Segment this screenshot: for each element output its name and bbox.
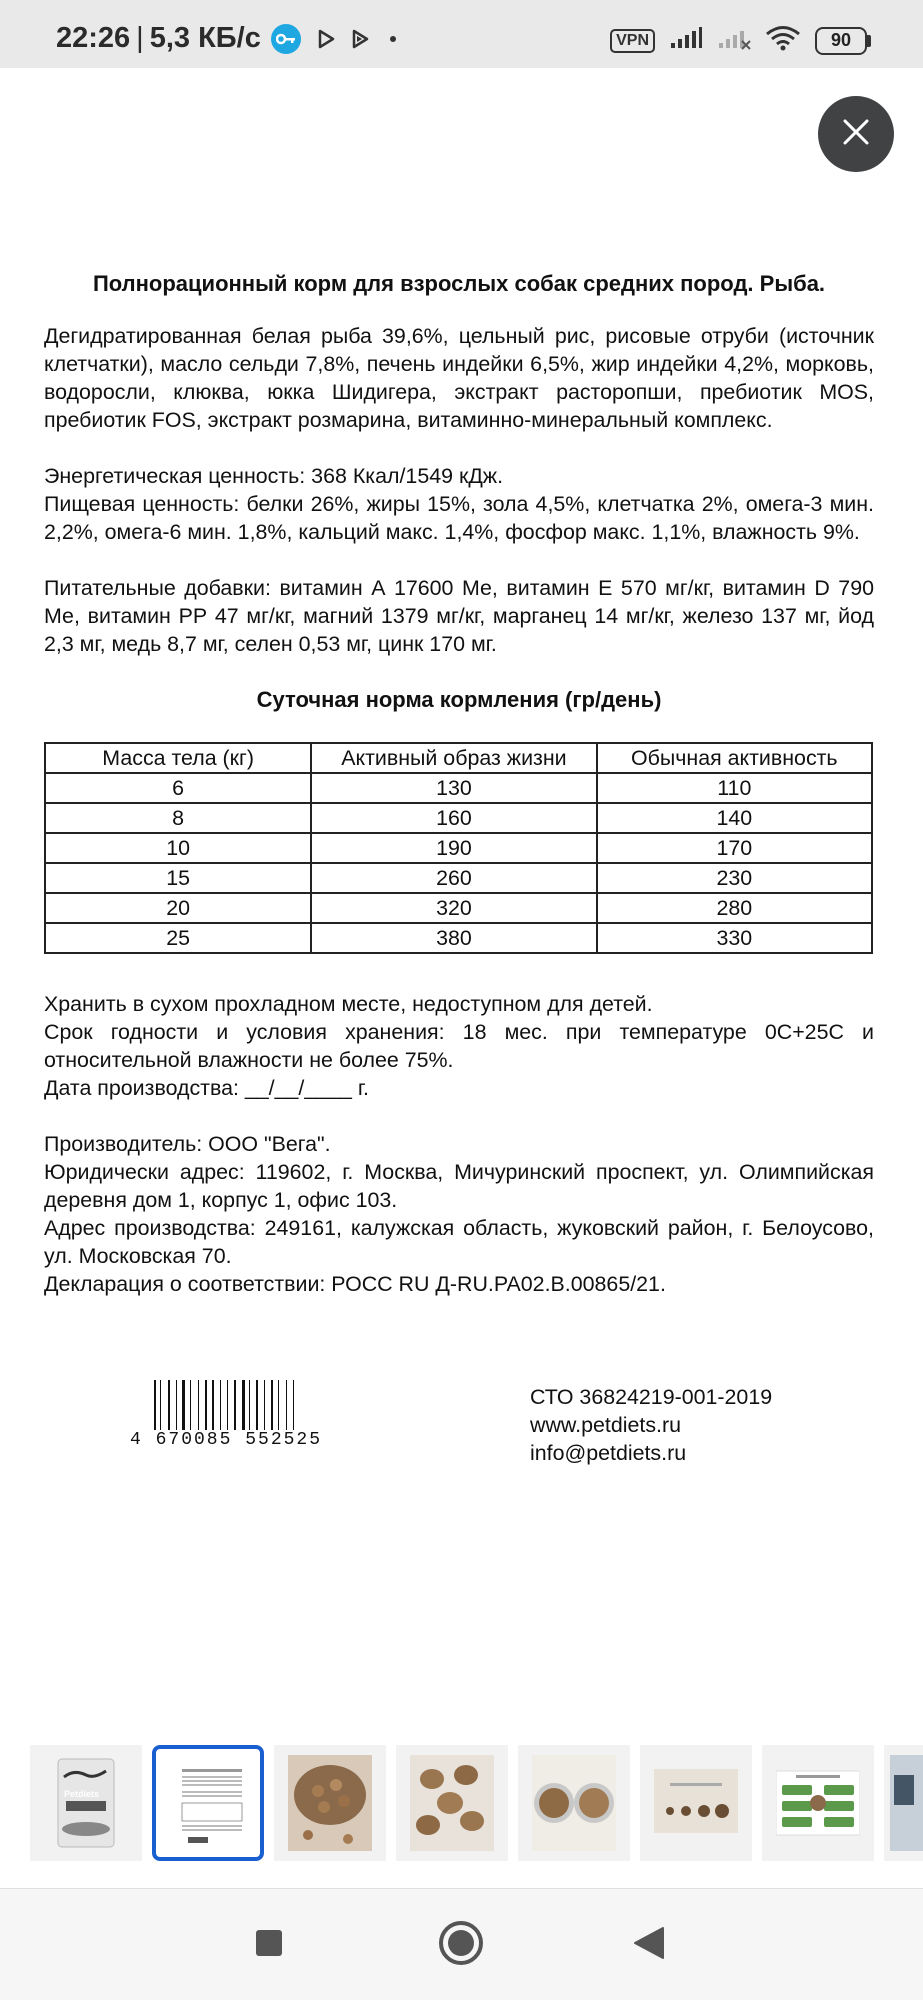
barcode-bar bbox=[264, 1380, 265, 1430]
cell-active: 260 bbox=[311, 863, 596, 893]
barcode-bar bbox=[286, 1380, 287, 1430]
barcode-bar bbox=[238, 1380, 239, 1430]
dot-icon bbox=[389, 35, 397, 43]
product-label-image bbox=[44, 270, 874, 1298]
barcode-bar bbox=[246, 1380, 247, 1430]
thumb-package[interactable] bbox=[30, 1745, 142, 1861]
barcode-bar bbox=[178, 1380, 180, 1430]
thumb-two-bowls[interactable] bbox=[518, 1745, 630, 1861]
barcode-number: 4 670085 552525 bbox=[130, 1430, 323, 1450]
production-address-text: Адрес производства: 249161, калужская область, жуковский район, г. Белоусово, ул. Московская 70. bbox=[44, 1216, 874, 1268]
header-normal: Обычная активность bbox=[597, 743, 872, 773]
barcode-bar bbox=[222, 1380, 225, 1430]
barcode-bar bbox=[210, 1380, 211, 1430]
kibble-closeup-icon bbox=[410, 1755, 494, 1851]
cell-normal: 230 bbox=[597, 863, 872, 893]
signal-no-service-icon bbox=[717, 26, 751, 55]
key-icon bbox=[271, 24, 301, 54]
play-icon-2 bbox=[351, 29, 369, 49]
barcode-bar bbox=[212, 1380, 214, 1430]
package-brand: Petdiets bbox=[64, 1789, 100, 1799]
cell-normal: 330 bbox=[597, 923, 872, 953]
thumb-kibble-bowl[interactable] bbox=[274, 1745, 386, 1861]
website-text: www.petdiets.ru bbox=[530, 1413, 681, 1437]
cell-normal: 170 bbox=[597, 833, 872, 863]
barcode-bar bbox=[297, 1380, 299, 1430]
table-header-row bbox=[45, 743, 872, 773]
partial-thumbnail-icon bbox=[890, 1755, 923, 1851]
cell-weight: 20 bbox=[45, 893, 311, 923]
table-row bbox=[45, 863, 872, 893]
feeding-table-title: Суточная норма кормления (гр/день) bbox=[256, 687, 662, 712]
barcode-bar bbox=[260, 1380, 261, 1430]
signal-icon bbox=[669, 26, 703, 55]
composition-text: Дегидратированная белая рыба 39,6%, цельный рис, рисовые отруби (источник клетчатки), масло сельди 7,8%, печень индейки 6,5%, жир индейки 4,2%, морковь, водоросли, клюква, юкка Шидигера, экстракт расторопши, пребиотик MOS, пребиотик FOS, экстракт розмарина, витаминно-минеральный комплекс. bbox=[44, 324, 874, 432]
barcode-bar bbox=[160, 1380, 161, 1430]
back-button[interactable] bbox=[614, 1915, 684, 1975]
two-bowls-icon bbox=[532, 1755, 616, 1851]
status-left bbox=[56, 22, 397, 55]
legal-address-text: Юридически адрес: 119602, г. Москва, Мичуринский проспект, ул. Олимпийская деревня дом 1, корпус 1, офис 103. bbox=[44, 1160, 874, 1212]
battery-indicator bbox=[815, 27, 871, 55]
barcode-bar bbox=[276, 1380, 277, 1430]
barcode-bar bbox=[190, 1380, 191, 1430]
cell-active: 130 bbox=[311, 773, 596, 803]
barcode-bar bbox=[293, 1380, 294, 1430]
kibble-sizes-icon bbox=[654, 1755, 738, 1851]
cell-weight: 25 bbox=[45, 923, 311, 953]
additives-text: Питательные добавки: витамин А 17600 Ме, витамин Е 570 мг/кг, витамин D 790 Ме, витамин РР 47 мг/кг, магний 1379 мг/кг, марганец 14 мг/кг, железо 137 мг, йод 2,3 мг, медь 8,7 мг, селен 0,53 мг, цинк 170 мг. bbox=[44, 576, 874, 656]
table-row bbox=[45, 773, 872, 803]
status-right bbox=[610, 25, 871, 56]
status-time: 22:26 bbox=[56, 22, 131, 54]
barcode-bar bbox=[200, 1380, 203, 1430]
battery-level: 90 bbox=[815, 27, 867, 55]
square-icon bbox=[255, 1929, 283, 1962]
barcode-bar bbox=[288, 1380, 291, 1430]
thumb-kibble-closeup[interactable] bbox=[396, 1745, 508, 1861]
cell-normal: 140 bbox=[597, 803, 872, 833]
barcode-bar bbox=[168, 1380, 170, 1430]
thumb-more[interactable] bbox=[884, 1745, 923, 1861]
barcode-bar bbox=[176, 1380, 177, 1430]
barcode-bar bbox=[256, 1380, 258, 1430]
table-row bbox=[45, 923, 872, 953]
nutrition-text: Пищевая ценность: белки 26%, жиры 15%, зола 4,5%, клетчатка 2%, омега-3 мин. 2,2%, омега-6 мин. 1,8%, кальций макс. 1,4%, фосфор макс. 1,1%, влажность 9%. bbox=[44, 492, 874, 544]
vpn-badge: VPN bbox=[610, 29, 655, 53]
cell-active: 160 bbox=[311, 803, 596, 833]
barcode-bars bbox=[154, 1380, 370, 1430]
table-row bbox=[45, 893, 872, 923]
thumb-kibble-sizes[interactable] bbox=[640, 1745, 752, 1861]
manufacturer-text: Производитель: ООО "Вега". bbox=[44, 1132, 331, 1156]
barcode bbox=[130, 1380, 370, 1450]
close-button[interactable] bbox=[818, 96, 894, 172]
cell-weight: 6 bbox=[45, 773, 311, 803]
cell-normal: 110 bbox=[597, 773, 872, 803]
barcode-bar bbox=[253, 1380, 255, 1430]
standard-text: СТО 36824219-001-2019 bbox=[530, 1385, 773, 1409]
barcode-bar bbox=[182, 1380, 185, 1430]
thumb-infographic[interactable] bbox=[762, 1745, 874, 1861]
cell-weight: 10 bbox=[45, 833, 311, 863]
table-row bbox=[45, 833, 872, 863]
cell-active: 320 bbox=[311, 893, 596, 923]
network-speed: 5,3 КБ/с bbox=[149, 22, 261, 54]
storage-text: Хранить в сухом прохладном месте, недоступном для детей. bbox=[44, 992, 653, 1016]
contacts-block bbox=[530, 1383, 772, 1467]
barcode-bar bbox=[249, 1380, 250, 1430]
barcode-bar bbox=[278, 1380, 279, 1430]
label-title: Полнорационный корм для взрослых собак средних пород. Рыба. bbox=[92, 271, 826, 296]
status-bar bbox=[0, 0, 923, 68]
barcode-bar bbox=[242, 1380, 245, 1430]
barcode-bar bbox=[216, 1380, 217, 1430]
cell-weight: 15 bbox=[45, 863, 311, 893]
triangle-back-icon bbox=[633, 1926, 665, 1965]
barcode-bar bbox=[198, 1380, 199, 1430]
barcode-bar bbox=[172, 1380, 173, 1430]
cell-weight: 8 bbox=[45, 803, 311, 833]
recents-button[interactable] bbox=[234, 1915, 304, 1975]
barcode-bar bbox=[188, 1380, 189, 1430]
barcode-bar bbox=[193, 1380, 195, 1430]
package-icon bbox=[44, 1755, 128, 1851]
email-text: info@petdiets.ru bbox=[530, 1441, 687, 1465]
cell-active: 380 bbox=[311, 923, 596, 953]
status-separator: | bbox=[136, 22, 144, 54]
barcode-bar bbox=[227, 1380, 228, 1430]
thumbnail-strip[interactable] bbox=[0, 1745, 923, 1861]
label-thumbnail-icon bbox=[170, 1759, 254, 1855]
play-icon bbox=[317, 29, 335, 49]
barcode-bar bbox=[234, 1380, 236, 1430]
barcode-bar bbox=[281, 1380, 283, 1430]
wifi-icon bbox=[765, 25, 801, 56]
circle-icon bbox=[438, 1920, 484, 1971]
feeding-table bbox=[44, 742, 873, 954]
infographic-icon bbox=[776, 1755, 860, 1851]
barcode-bar bbox=[157, 1380, 158, 1430]
barcode-bar bbox=[231, 1380, 233, 1430]
home-button[interactable] bbox=[426, 1915, 496, 1975]
cell-normal: 280 bbox=[597, 893, 872, 923]
barcode-bar bbox=[154, 1380, 156, 1430]
barcode-bar bbox=[164, 1380, 167, 1430]
kibble-bowl-icon bbox=[288, 1755, 372, 1851]
thumb-label[interactable] bbox=[152, 1745, 264, 1861]
shelf-life-text: Срок годности и условия хранения: 18 мес. при температуре 0С+25С и относительной влажности не более 75%. bbox=[44, 1020, 874, 1072]
declaration-text: Декларация о соответствии: РОСС RU Д-RU.PA02.B.00865/21. bbox=[44, 1272, 666, 1296]
barcode-bar bbox=[271, 1380, 273, 1430]
header-active: Активный образ жизни bbox=[311, 743, 596, 773]
energy-text: Энергетическая ценность: 368 Ккал/1549 кДж. bbox=[44, 464, 504, 488]
barcode-bar bbox=[266, 1380, 269, 1430]
barcode-bar bbox=[220, 1380, 221, 1430]
barcode-bar bbox=[205, 1380, 207, 1430]
header-weight: Масса тела (кг) bbox=[45, 743, 311, 773]
table-row bbox=[45, 803, 872, 833]
cell-active: 190 bbox=[311, 833, 596, 863]
close-icon bbox=[841, 117, 871, 152]
navigation-bar bbox=[0, 1889, 923, 2000]
production-date-text: Дата производства: __/__/____ г. bbox=[44, 1076, 370, 1100]
